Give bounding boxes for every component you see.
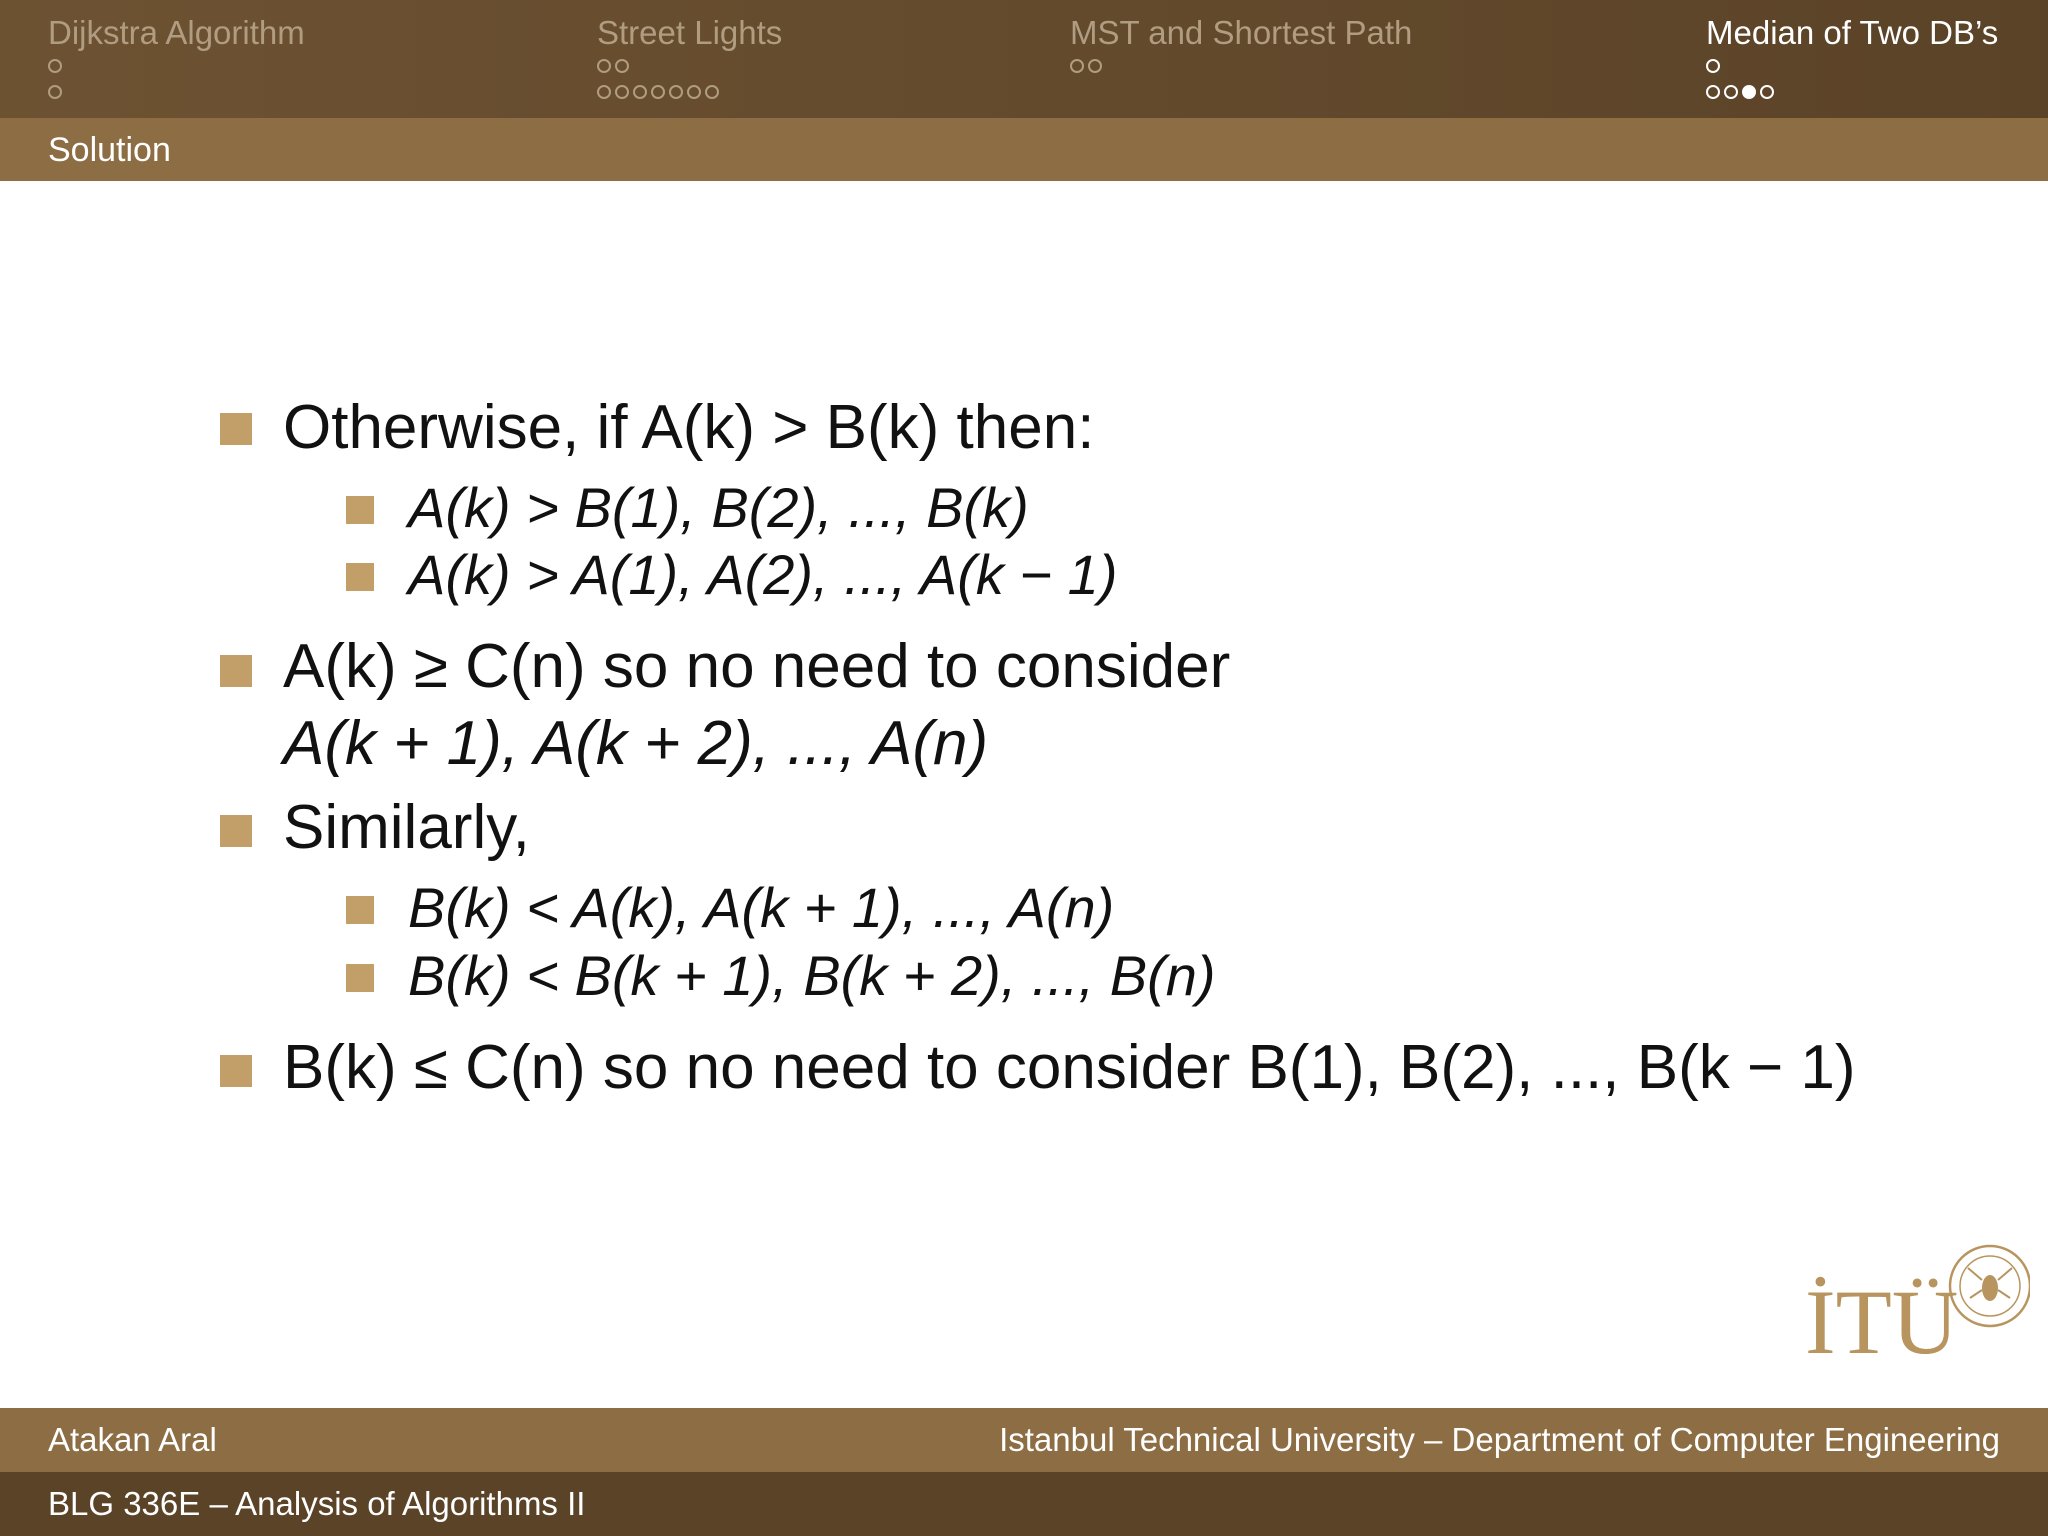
slide-dot[interactable]	[615, 85, 629, 99]
sub-bullet-item: A(k) > B(1), B(2), ..., B(k)	[408, 476, 1029, 539]
itu-logo-text: İTÜ	[1805, 1271, 1959, 1363]
slide-dot[interactable]	[597, 85, 611, 99]
nav-section-dijkstra[interactable]	[48, 14, 305, 102]
bullet-square-icon	[220, 413, 252, 445]
slide-dot[interactable]	[1706, 59, 1720, 73]
sub-bullet-item: A(k) > A(1), A(2), ..., A(k − 1)	[408, 543, 1118, 606]
slide-dot[interactable]	[615, 59, 629, 73]
footer-course: BLG 336E – Analysis of Algorithms II	[48, 1485, 586, 1522]
nav-dots-row	[597, 56, 782, 76]
slide-dot[interactable]	[705, 85, 719, 99]
nav-dots-row	[1070, 56, 1412, 76]
slide-dot[interactable]	[1088, 59, 1102, 73]
bullet-item: B(k) ≤ C(n) so no need to consider B(1), B(2), ..., B(k − 1)	[283, 1033, 1856, 1102]
bullet-square-icon	[346, 563, 374, 591]
slide-dot[interactable]	[1724, 85, 1738, 99]
nav-dots-row	[597, 82, 782, 102]
footer-institution: Istanbul Technical University – Department of Computer Engineering	[999, 1421, 2000, 1458]
nav-dots-row	[1706, 56, 1998, 76]
bullet-item: A(k) ≥ C(n) so no need to consider	[283, 632, 1231, 701]
bullet-item: Similarly,	[283, 793, 530, 862]
footer-author: Atakan Aral	[48, 1421, 217, 1458]
nav-section-title[interactable]: Street Lights	[597, 14, 783, 51]
nav-dots-row	[48, 56, 305, 76]
slide-dot[interactable]	[633, 85, 647, 99]
sub-bullet-item: B(k) < B(k + 1), B(k + 2), ..., B(n)	[408, 944, 1216, 1007]
bullet-item: Otherwise, if A(k) > B(k) then:	[283, 393, 1095, 462]
nav-section-title[interactable]: Median of Two DB’s	[1706, 14, 1999, 51]
slide-dot[interactable]	[1760, 85, 1774, 99]
bullet-square-icon	[346, 896, 374, 924]
nav-section-street-lights[interactable]	[597, 14, 782, 102]
bullet-square-icon	[220, 1055, 252, 1087]
current-slide-dot[interactable]	[1742, 85, 1756, 99]
footer-bottom-bar	[0, 1472, 2048, 1536]
navigation-bar	[0, 0, 2048, 118]
nav-section-title[interactable]: MST and Shortest Path	[1070, 14, 1413, 51]
nav-dots-row	[48, 82, 305, 102]
nav-section-median[interactable]	[1706, 14, 1998, 102]
slide-dot[interactable]	[687, 85, 701, 99]
subsection-bar	[0, 118, 2048, 181]
bullet-square-icon	[346, 964, 374, 992]
nav-section-title[interactable]: Dijkstra Algorithm	[48, 14, 305, 51]
bullet-square-icon	[220, 655, 252, 687]
bullet-square-icon	[346, 496, 374, 524]
footer-top-bar	[0, 1408, 2048, 1472]
itu-logo-icon	[1800, 1228, 2030, 1363]
bullet-item-continuation: A(k + 1), A(k + 2), ..., A(n)	[283, 709, 989, 778]
slide-dot[interactable]	[651, 85, 665, 99]
nav-dots-row	[1706, 82, 1998, 102]
bullet-square-icon	[220, 815, 252, 847]
nav-section-mst[interactable]	[1070, 14, 1412, 76]
slide-dot[interactable]	[1706, 85, 1720, 99]
slide-dot[interactable]	[597, 59, 611, 73]
slide-dot[interactable]	[1070, 59, 1084, 73]
subsection-title: Solution	[48, 131, 171, 169]
slide-dot[interactable]	[48, 59, 62, 73]
sub-bullet-item: B(k) < A(k), A(k + 1), ..., A(n)	[408, 876, 1115, 939]
slide-dot[interactable]	[669, 85, 683, 99]
slide-dot[interactable]	[48, 85, 62, 99]
